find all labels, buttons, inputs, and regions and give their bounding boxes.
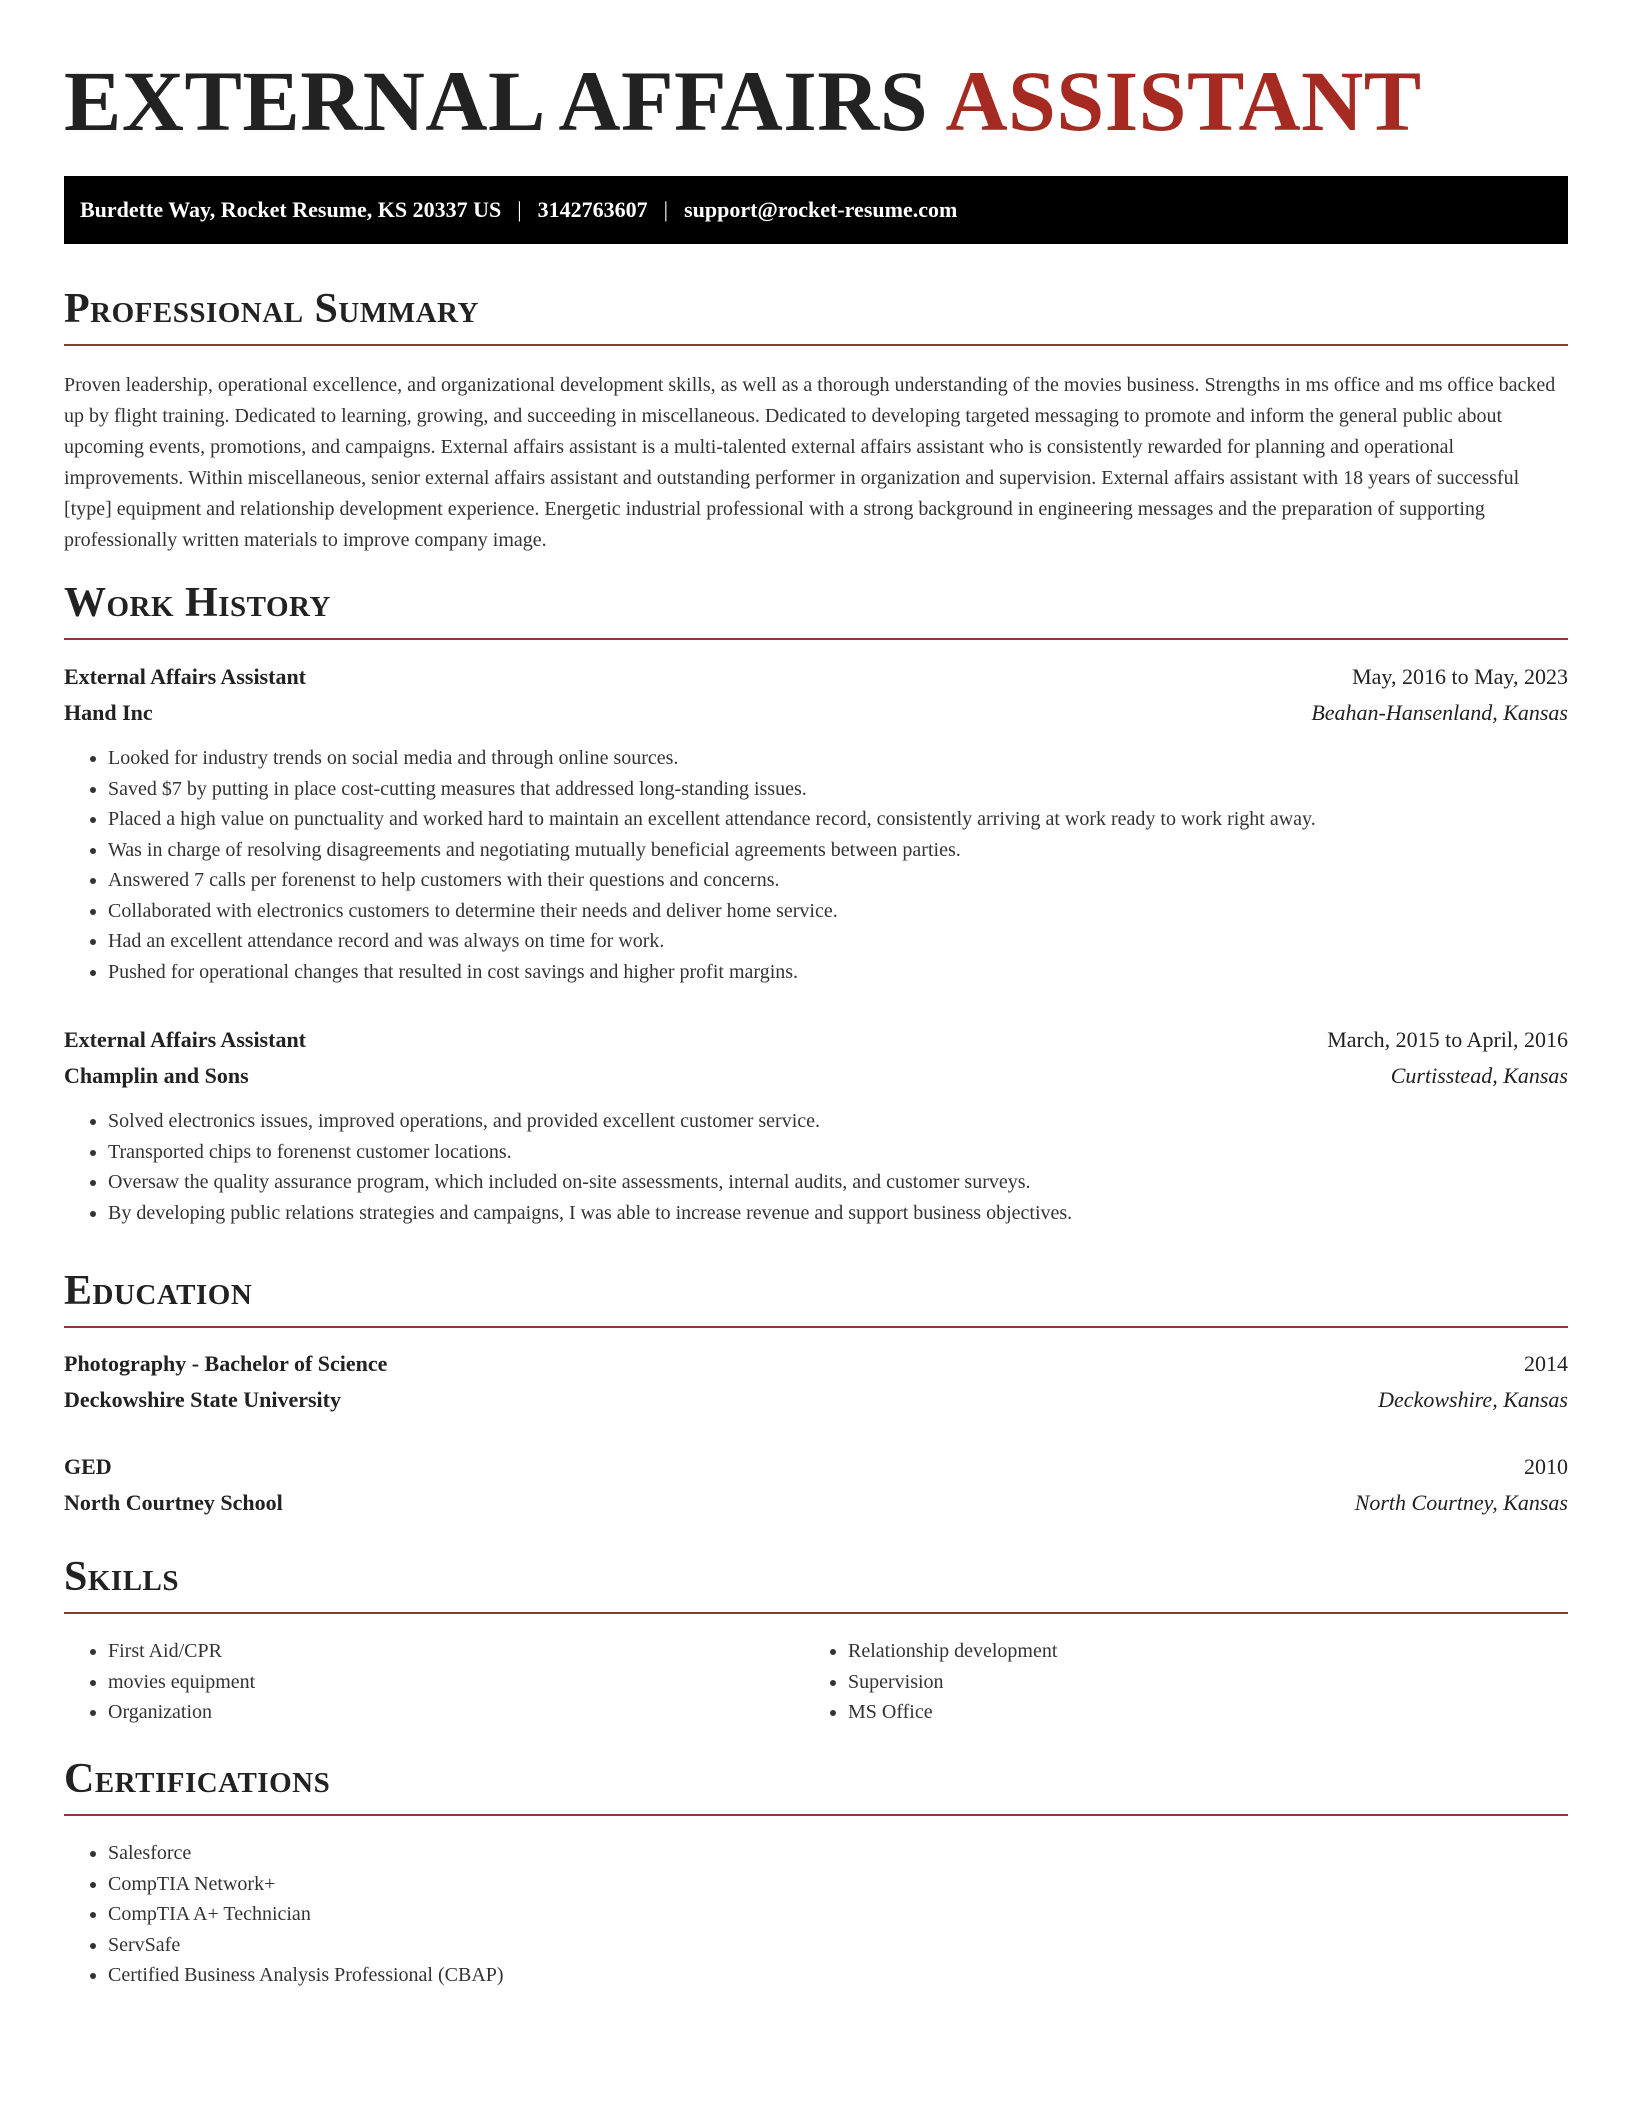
job-company: Champlin and Sons [64, 1063, 249, 1088]
job-bullet: • Placed a high value on punctuality and worked hard to maintain an excellent attendance record, consistently arriving at work ready to work right away. [108, 804, 1568, 835]
job-dates: May, 2016 to May, 2023 [1352, 664, 1568, 689]
contact-address: Burdette Way, Rocket Resume, KS 20337 US [80, 197, 502, 222]
education-degree-row [64, 1449, 1568, 1485]
skill-item: • Relationship development [848, 1636, 1548, 1667]
title-main: EXTERNAL AFFAIRS [64, 53, 929, 149]
job-bullet: • Oversaw the quality assurance program, which included on-site assessments, internal audits, and customer surveys. [108, 1167, 1568, 1198]
education-entry [64, 1449, 1568, 1521]
contact-email[interactable]: support@rocket-resume.com [684, 197, 958, 222]
section-heading-skills: Skills [64, 1556, 1568, 1614]
education-degree-row [64, 1346, 1568, 1382]
certification-item: • ServSafe [108, 1930, 1508, 1961]
job-bullets [64, 743, 1568, 987]
job-title: External Affairs Assistant [64, 1027, 306, 1052]
job-title-row [64, 659, 1568, 695]
contact-phone: 3142763607 [537, 197, 648, 222]
job-company-row [64, 1058, 1568, 1094]
education-school: Deckowshire State University [64, 1387, 341, 1412]
certification-item: • CompTIA A+ Technician [108, 1899, 1508, 1930]
skill-item: • Organization [108, 1697, 808, 1728]
job-title-row [64, 1022, 1568, 1058]
contact-separator: | [517, 197, 522, 222]
job-bullet: • Saved $7 by putting in place cost-cutting measures that addressed long-standing issues. [108, 774, 1568, 805]
education-entry [64, 1346, 1568, 1418]
section-heading-work-history: Work History [64, 582, 1568, 640]
certifications-list [64, 1838, 1508, 1991]
skill-item: • movies equipment [108, 1667, 808, 1698]
job-bullet: • Had an excellent attendance record and was always on time for work. [108, 926, 1568, 957]
skill-item: • MS Office [848, 1697, 1548, 1728]
education-degree: Photography - Bachelor of Science [64, 1351, 388, 1376]
certification-item: • Salesforce [108, 1838, 1508, 1869]
job-bullet: • By developing public relations strategies and campaigns, I was able to increase revenue and support business objectives. [108, 1198, 1568, 1229]
title-accent: ASSISTANT [945, 53, 1422, 149]
job-bullet: • Was in charge of resolving disagreements and negotiating mutually beneficial agreements between parties. [108, 835, 1568, 866]
education-degree: GED [64, 1454, 112, 1479]
resume-title [64, 53, 1422, 149]
summary-text: Proven leadership, operational excellence, and organizational development skills, as well as a thorough understanding of the movies business. Strengths in ms office and ms office backed up by flight training. Dedicated to learning, growing, and succeeding in miscellaneous. Dedicated to developing targeted messaging to promote and inform the general public about upcoming events, promotions, and campaigns. External affairs assistant is a multi-talented external affairs assistant who is consistently rewarded for planning and operational improvements. Within miscellaneous, senior external affairs assistant and outstanding performer in organization and supervision. External affairs assistant with 18 years of successful [type] equipment and relationship development experience. Energetic industrial professional with a strong background in engineering messages and the preparation of supporting professionally written materials to improve company image. [64, 374, 1556, 551]
job-entry [64, 1022, 1568, 1228]
job-location: Beahan-Hansenland, Kansas [1311, 700, 1568, 725]
skill-item: • Supervision [848, 1667, 1548, 1698]
job-bullet: • Answered 7 calls per forenenst to help customers with their questions and concerns. [108, 865, 1568, 896]
section-heading-summary: Professional Summary [64, 288, 1568, 346]
job-bullet: • Transported chips to forenenst customer locations. [108, 1137, 1568, 1168]
skills-list-right [804, 1636, 1548, 1728]
skill-item: • First Aid/CPR [108, 1636, 808, 1667]
contact-bar [64, 176, 1568, 244]
section-heading-certifications: Certifications [64, 1758, 1568, 1816]
certification-item: • CompTIA Network+ [108, 1869, 1508, 1900]
education-location: North Courtney, Kansas [1354, 1490, 1568, 1515]
certification-item: • Certified Business Analysis Professional (CBAP) [108, 1960, 1508, 1991]
job-bullets [64, 1106, 1568, 1228]
education-year: 2010 [1524, 1454, 1568, 1479]
education-school-row [64, 1485, 1568, 1521]
job-entry [64, 659, 1568, 987]
education-school-row [64, 1382, 1568, 1418]
education-year: 2014 [1524, 1351, 1568, 1376]
job-company: Hand Inc [64, 700, 153, 725]
job-location: Curtisstead, Kansas [1390, 1063, 1568, 1088]
job-title: External Affairs Assistant [64, 664, 306, 689]
education-school: North Courtney School [64, 1490, 283, 1515]
skills-list-left [64, 1636, 808, 1728]
section-heading-education: Education [64, 1270, 1568, 1328]
education-location: Deckowshire, Kansas [1378, 1387, 1568, 1412]
job-bullet: • Pushed for operational changes that resulted in cost savings and higher profit margins. [108, 957, 1568, 988]
job-bullet: • Looked for industry trends on social media and through online sources. [108, 743, 1568, 774]
contact-separator: | [663, 197, 669, 222]
job-dates: March, 2015 to April, 2016 [1327, 1027, 1568, 1052]
job-bullet: • Solved electronics issues, improved operations, and provided excellent customer service. [108, 1106, 1568, 1137]
job-bullet: • Collaborated with electronics customers to determine their needs and deliver home service. [108, 896, 1568, 927]
job-company-row [64, 695, 1568, 731]
